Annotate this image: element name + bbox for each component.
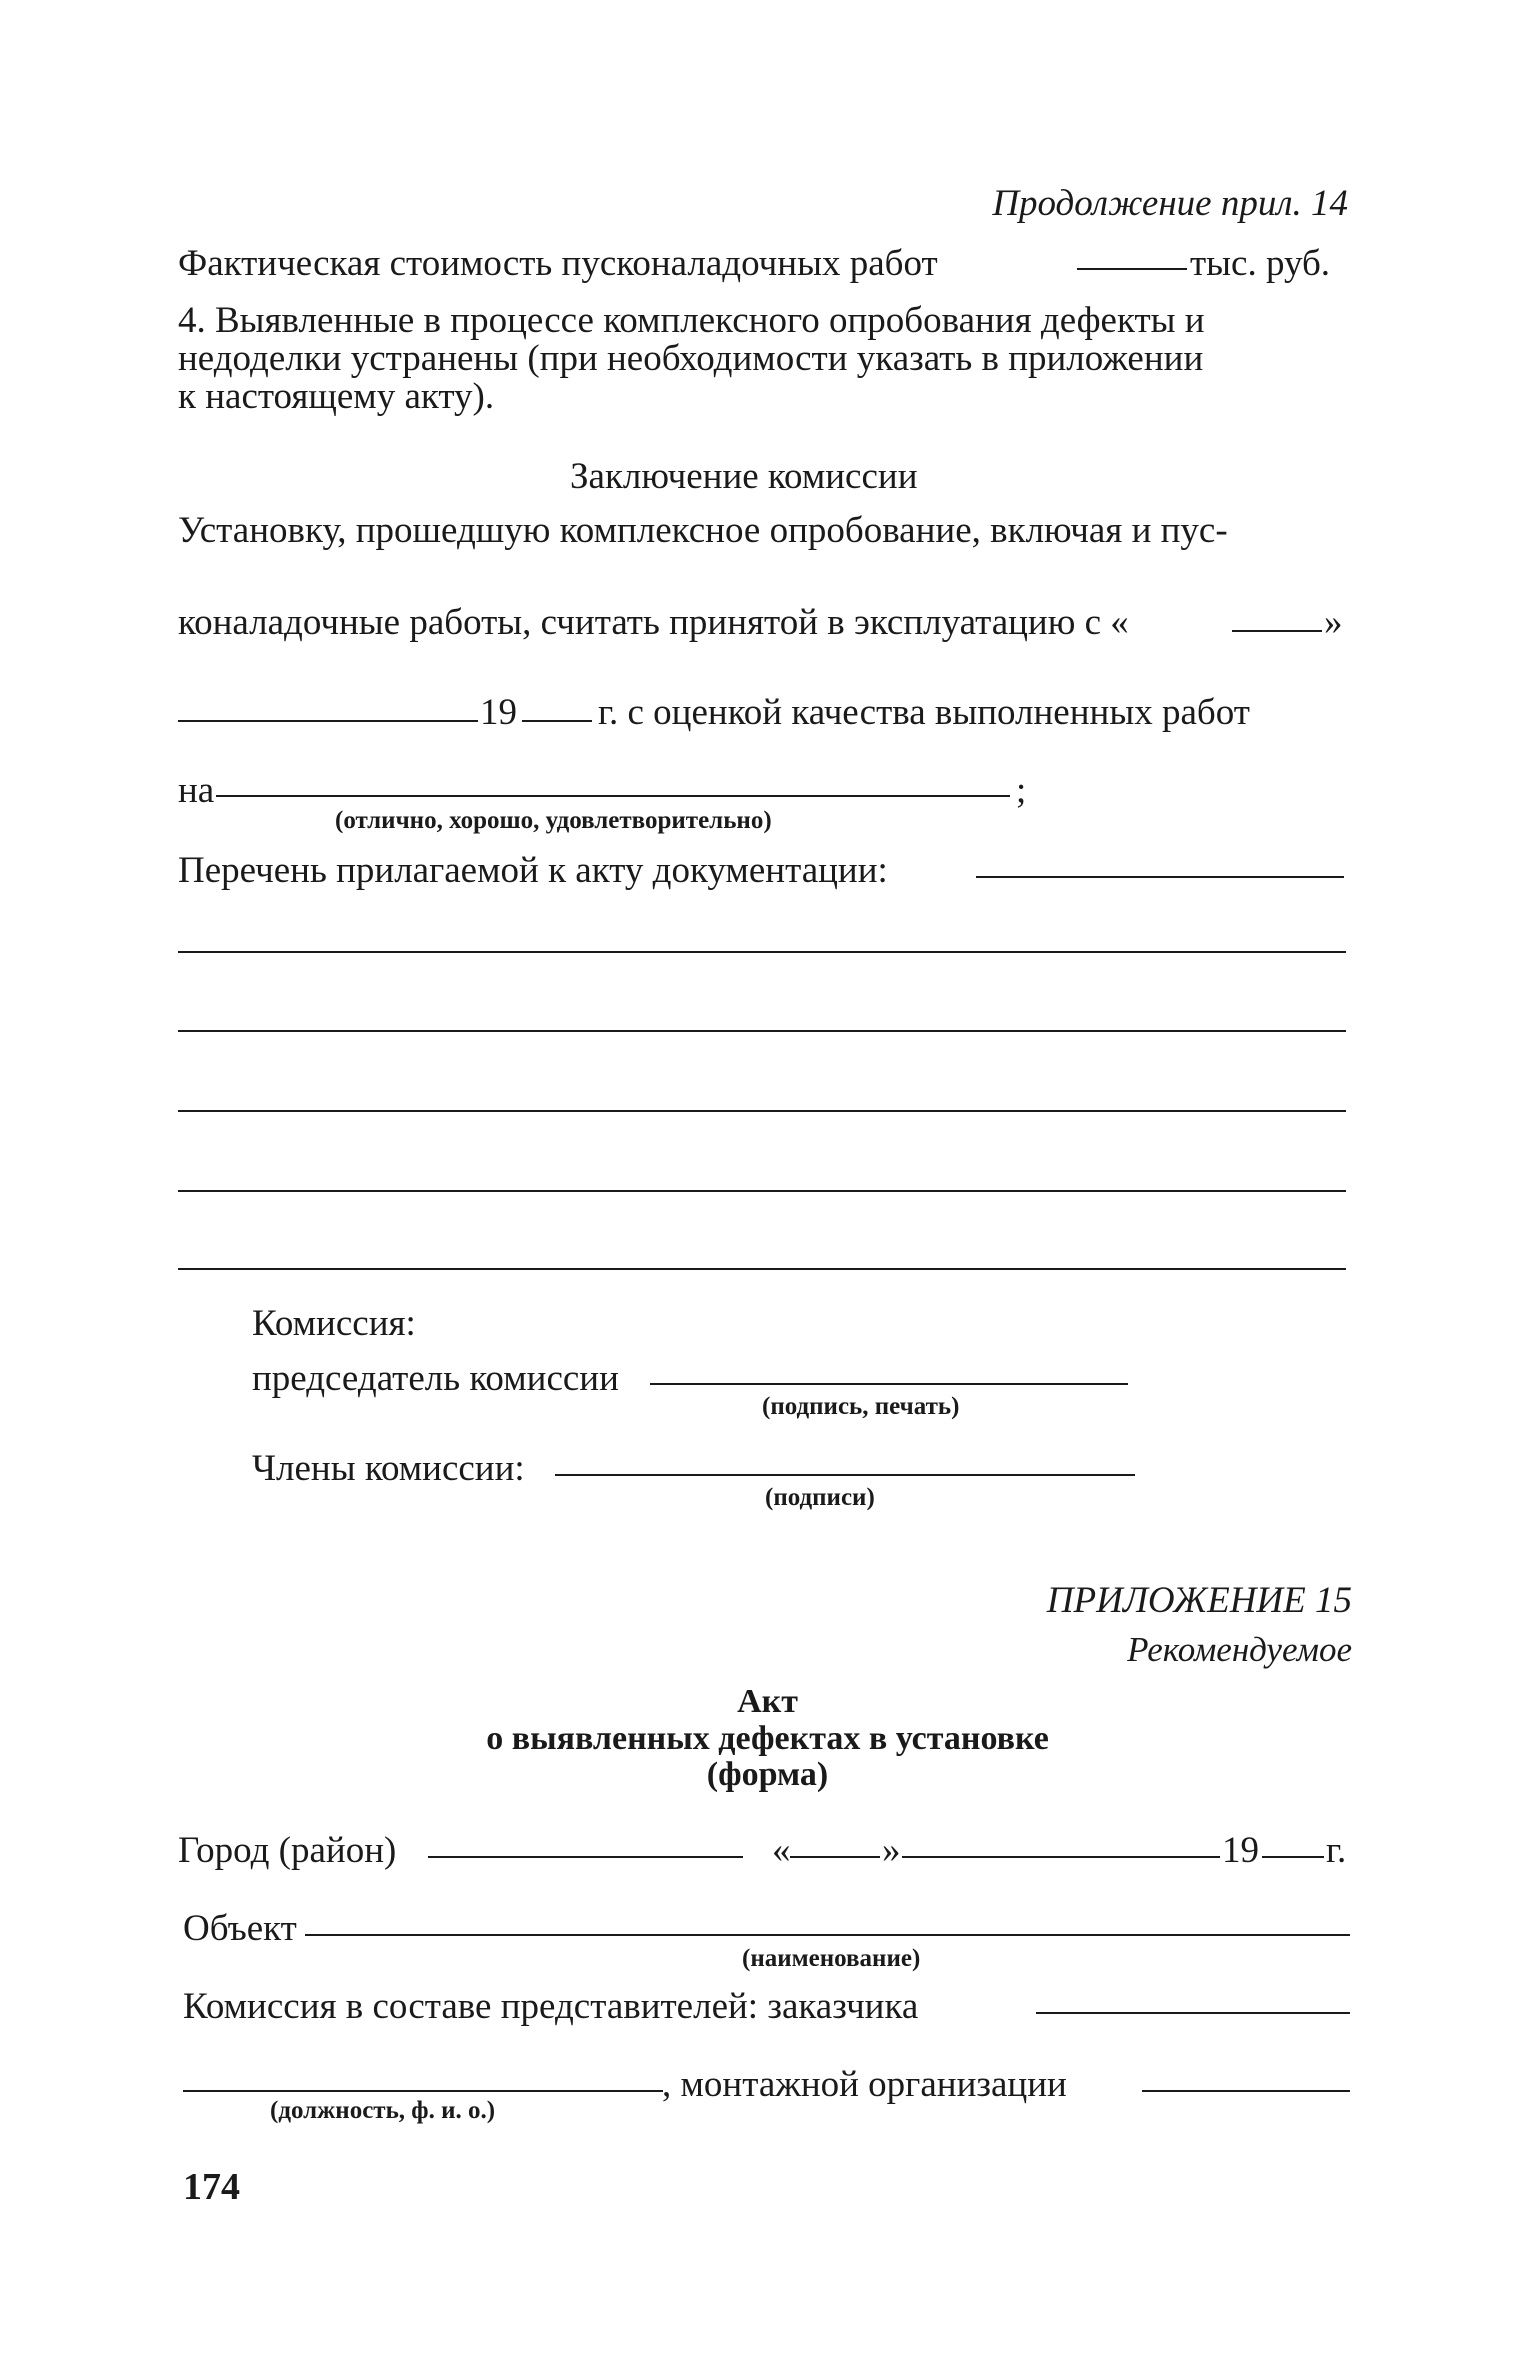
- chairman-label: председатель комиссии: [252, 1358, 619, 1399]
- form-g: г.: [1326, 1830, 1347, 1871]
- conclusion-line3: г. с оценкой качества выполненных работ: [598, 692, 1250, 733]
- year-blank-line: [522, 720, 592, 722]
- page-number: 174: [183, 2166, 240, 2208]
- appendix-title: ПРИЛОЖЕНИЕ 15: [1046, 1580, 1352, 1621]
- grade-hint: (отлично, хорошо, удовлетворительно): [335, 807, 772, 834]
- position-blank-line: [183, 2090, 663, 2092]
- city-blank-line: [428, 1856, 743, 1858]
- conclusion-line2: коналадочные работы, считать принятой в эксплуатацию с «: [178, 602, 1129, 643]
- object-label: Объект: [183, 1908, 297, 1949]
- form-quote-close: »: [882, 1830, 901, 1871]
- act-form-label: (форма): [706, 1756, 829, 1793]
- members-label: Члены комиссии:: [252, 1448, 525, 1489]
- on-label: на: [178, 770, 215, 811]
- actual-cost-label: Фактическая стоимость пусконаладочных работ: [178, 243, 938, 284]
- composition-label: Комиссия в составе представителей: заказчика: [183, 1986, 919, 2027]
- chairman-hint: (подпись, печать): [762, 1393, 960, 1420]
- city-label: Город (район): [178, 1830, 397, 1871]
- installer-blank-line: [1142, 2090, 1350, 2092]
- grade-blank-line: [216, 795, 1010, 797]
- members-signature-line: [555, 1474, 1135, 1476]
- conclusion-line1: Установку, прошедшую комплексное опробование, включая и пус-: [178, 510, 1228, 551]
- docs-blank-line-5: [178, 1268, 1346, 1270]
- object-hint: (наименование): [742, 1945, 921, 1972]
- year-prefix: 19: [480, 692, 517, 733]
- item4-line3: к настоящему акту).: [178, 376, 495, 417]
- item4-line2: недоделки устранены (при необходимости указать в приложении: [178, 338, 1204, 379]
- cost-blank-line: [1077, 268, 1187, 270]
- docs-label: Перечень прилагаемой к акту документации:: [178, 850, 888, 891]
- quote-close: »: [1324, 602, 1343, 643]
- object-blank-line: [305, 1934, 1350, 1936]
- installer-label: , монтажной организации: [662, 2064, 1067, 2105]
- month-blank-line: [178, 720, 478, 722]
- docs-blank-line-4: [178, 1190, 1346, 1192]
- form-quote-open: «: [772, 1830, 791, 1871]
- members-hint: (подписи): [765, 1484, 875, 1511]
- act-title: Акт: [737, 1683, 798, 1720]
- form-year-blank-line: [1262, 1856, 1324, 1858]
- appendix-status: Рекомендуемое: [1127, 1630, 1352, 1669]
- position-hint: (должность, ф. и. о.): [270, 2097, 496, 2124]
- day-blank-line: [1232, 630, 1322, 632]
- form-day-blank-line: [790, 1856, 880, 1858]
- item4-line1: 4. Выявленные в процессе комплексного опробования дефекты и: [178, 300, 1205, 341]
- docs-blank-line-1: [178, 951, 1346, 953]
- commission-title: Комиссия:: [252, 1303, 416, 1344]
- customer-blank-line: [1036, 2012, 1350, 2014]
- docs-blank-line-3: [178, 1110, 1346, 1112]
- chairman-signature-line: [650, 1383, 1128, 1385]
- end-mark: ;: [1016, 770, 1027, 811]
- cost-unit: тыс. руб.: [1190, 243, 1331, 284]
- form-month-blank-line: [902, 1856, 1220, 1858]
- act-subtitle: о выявленных дефектах в установке: [486, 1720, 1049, 1757]
- docs-blank-line-2: [178, 1030, 1346, 1032]
- docs-blank-line-0: [976, 876, 1344, 878]
- continuation-header: Продолжение прил. 14: [992, 183, 1348, 224]
- form-year-prefix: 19: [1222, 1830, 1259, 1871]
- conclusion-title: Заключение комиссии: [570, 456, 918, 497]
